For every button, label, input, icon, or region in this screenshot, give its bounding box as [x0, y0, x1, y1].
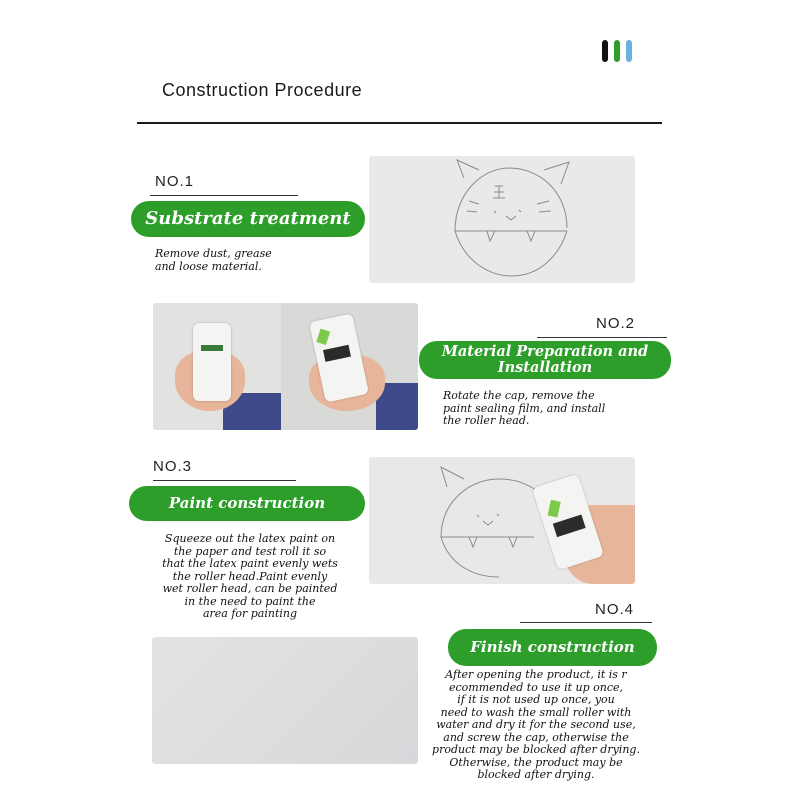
step-2-description: Rotate the cap, remove the paint sealing film, and install the roller head.	[443, 389, 606, 427]
brand-bar-black	[602, 40, 608, 62]
step-1-title: Substrate treatment	[131, 201, 365, 237]
step-3-title: Paint construction	[129, 486, 365, 521]
step-3-rule	[153, 480, 296, 481]
step-1-image	[369, 156, 635, 283]
step-2-number: NO.2	[596, 315, 636, 332]
step-1-number: NO.1	[155, 173, 195, 190]
step-4-number: NO.4	[595, 601, 635, 618]
step-3-description: Squeeze out the latex paint on the paper and test roll it so that the latex paint evenly wets the roller head.Paint evenly wet roller head, can be painted in the need to paint the area for painting	[162, 532, 338, 620]
step-2-image-left	[153, 303, 281, 430]
step-4-rule	[520, 622, 652, 623]
step-2-image-right	[281, 303, 418, 430]
tiger-sketch-icon	[369, 156, 635, 283]
step-1-description: Remove dust, grease and loose material.	[155, 247, 272, 273]
step-4-image	[152, 637, 418, 764]
step-2-title: Material Preparation and Installation	[419, 341, 671, 379]
brand-bar-blue	[626, 40, 632, 62]
step-3-number: NO.3	[153, 458, 193, 475]
page-title: Construction Procedure	[162, 80, 363, 100]
step-2-image	[153, 303, 418, 430]
step-2-rule	[537, 337, 667, 338]
step-1-rule	[150, 195, 298, 196]
brand-bar-green	[614, 40, 620, 62]
step-3-image	[369, 457, 635, 584]
step-4-title: Finish construction	[448, 629, 657, 666]
paint-tube-icon	[193, 323, 231, 401]
brand-bars-icon	[602, 40, 642, 64]
step-4-description: After opening the product, it is r ecommended to use it up once, if it is not used up once, you need to wash the small roller with water and dry it for the second use, and screw the cap, otherwise the product may be blocked after drying. Otherwise, the product may be blocked after drying.	[432, 668, 640, 781]
title-divider	[137, 122, 662, 124]
